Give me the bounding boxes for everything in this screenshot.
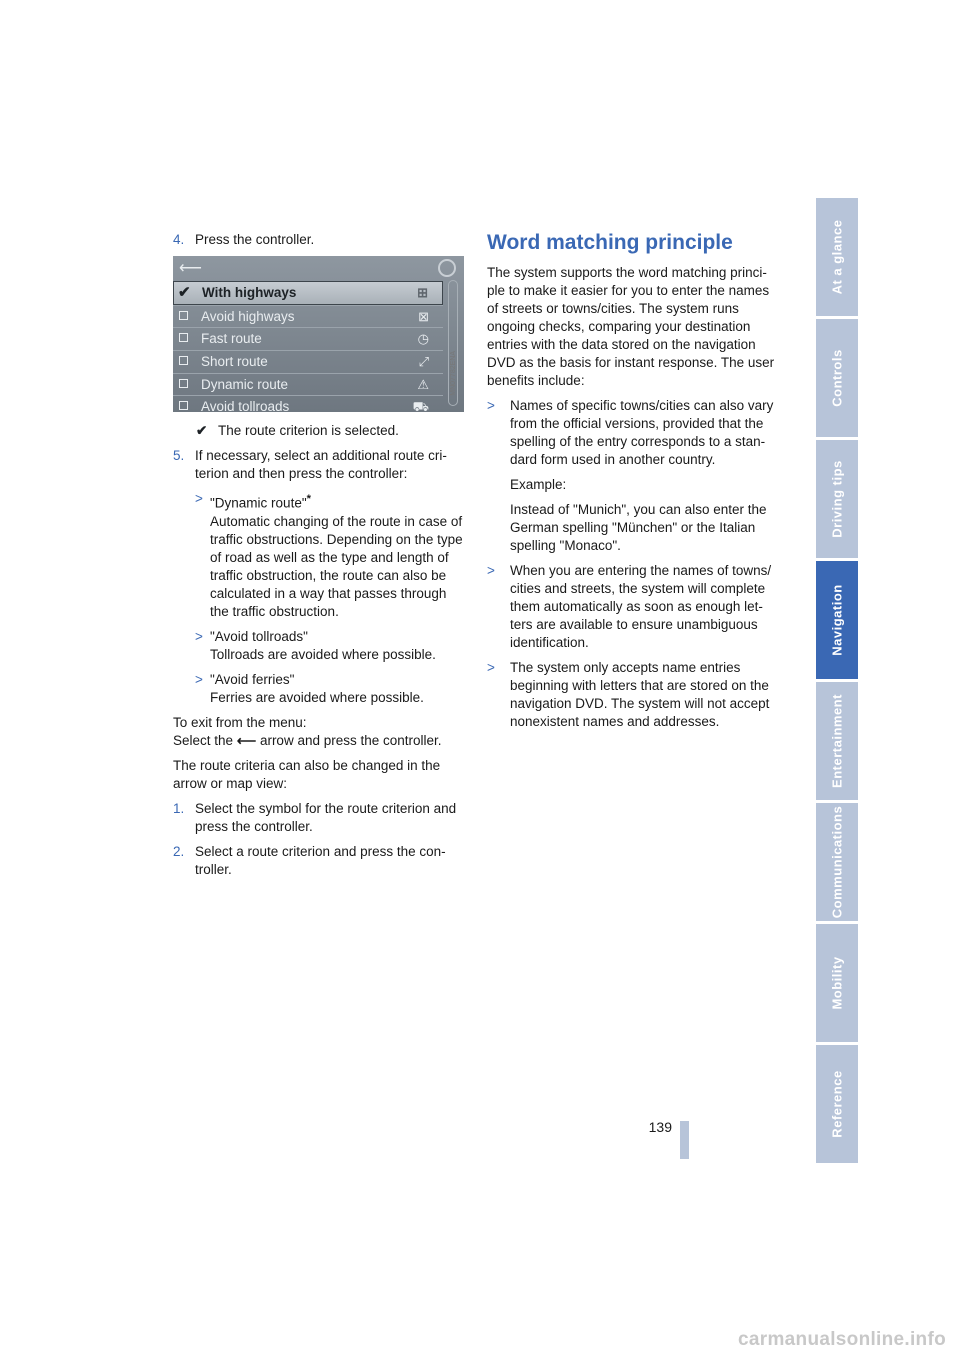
selected-note-text: The route criterion is selected. (218, 423, 399, 438)
bullet-marker: > (487, 398, 495, 413)
short-route-icon: ⤢ (418, 354, 429, 370)
step-text: Select a route criterion and press the con-troller. (195, 843, 446, 877)
intro-paragraph: The system supports the word matching princi-ple to make it easier for you to enter the names of streets or towns/cities. The system runs ongoing checks, comparing your destination entries with the data stored on the navigation DVD as the basis for instant response. The user benefits include: (487, 265, 775, 388)
route-option-label: Fast route (201, 331, 262, 347)
step-number: 1. (173, 800, 185, 816)
tab-label: Driving tips (829, 460, 845, 538)
step-number: 5. (173, 448, 185, 463)
bullet-text: The system only accepts name entries beginning with letters that are stored on the navigation DVD. The system will not accept nonexistent names and addresses. (510, 660, 770, 729)
selected-note (196, 422, 465, 440)
bullet-marker: > (195, 491, 203, 506)
right-column (487, 231, 783, 738)
optional-star: * (306, 493, 312, 505)
back-arrow-icon: ⟵ (236, 732, 257, 748)
back-arrow-icon: ⟵ (179, 260, 202, 277)
exit-pre: Select the (173, 732, 234, 748)
checkmark-icon: ✔ (178, 284, 191, 301)
highway-icon: ⊞ (417, 285, 428, 300)
no-highway-icon: ⊠ (418, 308, 429, 324)
step-number: 2. (173, 843, 185, 859)
option-title: "Dynamic route" (210, 495, 307, 511)
tab-mobility[interactable] (816, 924, 858, 1042)
tab-reference[interactable] (816, 1045, 858, 1163)
option-title: "Avoid ferries" (210, 671, 295, 687)
page-number: 139 (648, 1119, 672, 1135)
option-title: "Avoid tollroads" (210, 628, 308, 644)
route-criteria-screenshot (173, 256, 464, 412)
option-desc: Automatic changing of the route in case of traffic obstructions. Depending on the type of road as well as the type and length of traffic obstruction, the route can also be calculated in a way that passes through the traffic obstruction. (210, 513, 463, 619)
bullet-marker: > (487, 563, 495, 578)
bullet-text: When you are entering the names of towns/ cities and streets, the system will complete them automatically as soon as enough let-ters are available to ensure unambiguous identification. (510, 563, 772, 650)
tab-label: Reference (829, 1070, 845, 1138)
bullet-marker: > (195, 671, 203, 687)
checkbox-icon (179, 401, 188, 410)
tab-label: At a glance (829, 219, 845, 295)
route-criteria-list (173, 281, 443, 412)
tab-driving-tips[interactable] (816, 440, 858, 558)
option-desc: Tollroads are avoided where possible. (210, 646, 436, 662)
route-option-label: Dynamic route (201, 376, 289, 392)
tab-label: Controls (829, 349, 845, 407)
tab-label: Mobility (829, 956, 845, 1010)
bullet-marker: > (487, 660, 495, 675)
step-5 (173, 447, 465, 483)
route-option-label: Short route (201, 354, 268, 370)
tab-controls[interactable] (816, 319, 858, 437)
step-2 (173, 843, 465, 879)
benefit-bullet (487, 562, 783, 652)
tab-at-a-glance[interactable] (816, 198, 858, 316)
tab-label: Entertainment (829, 694, 845, 788)
tab-navigation[interactable] (816, 561, 858, 679)
benefit-bullet (487, 659, 783, 731)
step-1 (173, 800, 465, 836)
tab-label: Navigation (829, 584, 845, 656)
left-column (173, 231, 465, 886)
exit-post: arrow and press the controller. (259, 732, 442, 748)
checkbox-icon (179, 356, 188, 365)
controller-icon (438, 259, 456, 277)
bullet-marker: > (195, 628, 203, 644)
checkbox-icon (179, 311, 188, 320)
benefit-bullet (487, 397, 783, 469)
route-option-row[interactable] (173, 281, 443, 305)
exit-instructions (173, 714, 465, 750)
example-label: Example: (510, 477, 567, 492)
section-heading: Word matching principle (487, 231, 733, 254)
step-text: If necessary, select an additional route cri-terion and then press the controller: (195, 448, 447, 481)
tab-label: Communications (829, 805, 845, 919)
toll-icon: ⛟ (412, 399, 429, 412)
step-number: 4. (173, 232, 185, 247)
checkbox-icon (179, 379, 188, 388)
route-option-row[interactable] (173, 305, 443, 328)
page-marker-bar (680, 1121, 689, 1159)
exit-line: To exit from the menu: (173, 714, 307, 730)
option-avoid-ferries (195, 671, 465, 707)
checkmark-icon: ✔ (196, 423, 208, 438)
step-text: Select the symbol for the route criterion and press the controller. (195, 800, 457, 834)
watermark: carmanualsonline.info (738, 1329, 946, 1350)
route-option-row[interactable] (173, 350, 443, 373)
example-text: Instead of "Munich", you can also enter the German spelling "München" or the Italian spelling "Monaco". (510, 502, 767, 553)
bullet-text: Names of specific towns/cities can also vary from the official versions, provided that the spelling of the entry corresponds to a stan-dard form used in another country. (510, 398, 774, 467)
clock-icon: ◷ (417, 331, 429, 347)
option-dynamic-route (195, 490, 465, 621)
route-option-label: Avoid tollroads (201, 399, 290, 412)
option-avoid-tollroads (195, 628, 465, 664)
step-text: Press the controller. (195, 232, 315, 247)
tab-communications[interactable] (816, 803, 858, 921)
traffic-icon: ⚠ (417, 376, 429, 392)
tab-entertainment[interactable] (816, 682, 858, 800)
step-4 (173, 231, 465, 249)
route-option-label: With highways (202, 285, 297, 300)
route-option-label: Avoid highways (201, 308, 295, 324)
image-code: MN07782ENA (450, 351, 457, 396)
route-option-row[interactable] (173, 373, 443, 396)
chapter-tabs (816, 198, 858, 1166)
option-desc: Ferries are avoided where possible. (210, 689, 424, 705)
checkbox-icon (179, 333, 188, 342)
change-intro: The route criteria can also be changed in the arrow or map view: (173, 757, 441, 791)
route-option-row[interactable] (173, 395, 443, 412)
route-option-row[interactable] (173, 327, 443, 350)
